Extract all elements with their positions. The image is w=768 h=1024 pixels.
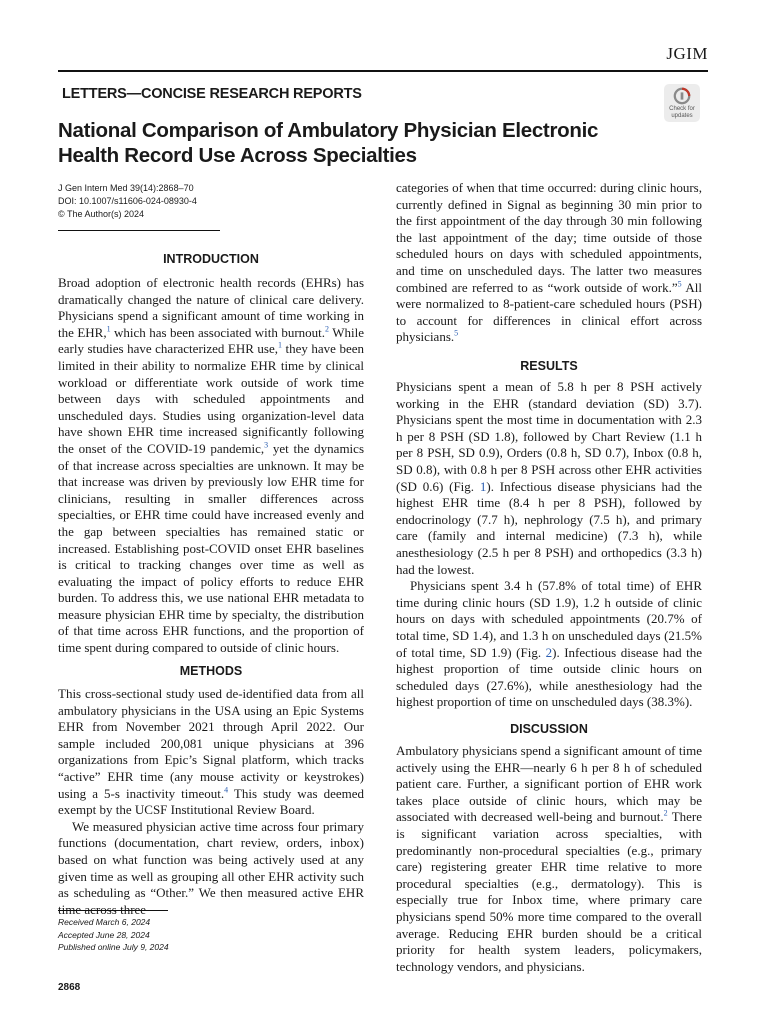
check-updates-icon xyxy=(673,87,691,105)
accepted-date: Accepted June 28, 2024 xyxy=(58,929,150,940)
header-rule xyxy=(58,70,708,72)
discussion-text xyxy=(396,743,702,975)
section-label: LETTERS—CONCISE RESEARCH REPORTS xyxy=(62,86,362,102)
reference-link[interactable]: 3 xyxy=(264,440,269,450)
reference-link[interactable]: 5 xyxy=(454,329,459,339)
results-paragraph-1: Physicians spent a mean of 5.8 h per 8 PSH actively working in the EHR (standard deviation (SD) 3.7). Physicians spent the most time in documentation with 2.3 h per 8 PSH (SD 1.8), followed by Chart Review (1.1 h per 8 PSH, SD 0.9), Orders (0.8 h, SD 0.7), Inbox (0.8 h, SD 0.8), with 0.8 h per 8 PSH across other EHR activities (SD 0.6) (Fig. 1). Infectious disease physicians had the highest EHR time (8.4 h per 8 PSH), followed by endocrinology (7.7 h), nephrology (7.5 h), and primary care (family and internal medicine) (7.3 h), while anesthesiology (2.5 h per 8 PSH) and orthopedics (3.3 h) had the lowest. xyxy=(396,379,702,577)
reference-link[interactable]: 2 xyxy=(663,809,668,819)
copyright: © The Author(s) 2024 xyxy=(58,209,145,219)
results-paragraph-2: Physicians spent 3.4 h (57.8% of total time) of EHR time during clinic hours (SD 1.9), 1.2 h outside of clinic hours on days with scheduled appointments (20.7% of total time, SD 1.4), and 1.3 h on unscheduled days (21.5% of total time, SD 1.9) (Fig. 2). Infectious disease had the highest proportion of time outside clinic hours on scheduled days (27.6%), while anesthesiology had the highest proportion of time on unscheduled days (38.3%). xyxy=(396,578,702,710)
results-text xyxy=(396,379,702,711)
introduction-heading: INTRODUCTION xyxy=(163,252,259,266)
article-title xyxy=(58,118,658,168)
reference-link[interactable]: 4 xyxy=(224,785,229,795)
badge-line-1: Check for xyxy=(669,106,695,112)
methods-text xyxy=(58,686,364,918)
methods-continued-text xyxy=(396,180,702,346)
figure-link[interactable]: 2 xyxy=(545,644,553,660)
discussion-paragraph: Ambulatory physicians spend a significant amount of time actively using the EHR—nearly 6 h per 8 h of scheduled patient care. Further, a significant portion of EHR work takes place outside of clinic hours, which may be associated with decreased well-being and burnout.$^2$ There is significant variation across specialties, with predominantly non-procedural specialties (e.g., primary care) registering greater EHR time relative to more procedural specialties (e.g., dermatology). This is especially true for Inbox time, where primary care physicians spend 50% more time compared to the overall average. Reducing EHR burden should be a critical priority for health system leaders, policymakers, technology vendors, and physicians. xyxy=(396,743,703,974)
footnote-rule xyxy=(58,910,168,911)
citation: J Gen Intern Med 39(14):2868–70 xyxy=(58,183,194,193)
published-date: Published online July 9, 2024 xyxy=(58,942,169,952)
reference-link[interactable]: 1 xyxy=(278,341,283,351)
doi[interactable]: DOI: 10.1007/s11606-024-08930-4 xyxy=(58,196,197,206)
article-dates xyxy=(58,916,169,954)
title-line-2: Health Record Use Across Specialties xyxy=(58,144,417,167)
page-number: 2868 xyxy=(58,982,81,993)
methods-paragraph-3: categories of when that time occurred: during clinic hours, currently defined in Signal as beginning 30 min prior to the first appointment of the day through 30 min following the last appointment of the day; time outside of those scheduled hours on days with scheduled appointments, and time on unscheduled days. The latter two measures combined are referred to as “work outside of work.”$^5$ All were normalized to 8-patient-care scheduled hours (PSH) to account for differences in clinical effort across physicians.$^5$ xyxy=(396,180,702,345)
check-for-updates-badge[interactable] xyxy=(664,84,700,122)
meta-rule xyxy=(58,230,220,231)
introduction-text xyxy=(58,275,364,657)
title-line-1: National Comparison of Ambulatory Physician Electronic xyxy=(58,119,599,142)
results-heading: RESULTS xyxy=(520,359,578,373)
journal-name: JGIM xyxy=(666,44,708,63)
discussion-heading: DISCUSSION xyxy=(510,722,588,736)
reference-link[interactable]: 1 xyxy=(106,324,111,334)
reference-link[interactable]: 2 xyxy=(325,324,330,334)
figure-link[interactable]: 1 xyxy=(479,478,487,494)
methods-paragraph-1: This cross-sectional study used de-identified data from all ambulatory physicians in the USA using an Epic Systems EHR from November 2021 through April 2022. Our sample included 200,081 unique physicians at 396 organizations from Epic’s Signal platform, which tracks “active” EHR time (any mouse activity or keystrokes) using a 5-s inactivity timeout.$^4$ This study was deemed exempt by the UCSF Institutional Review Board. xyxy=(58,686,364,818)
reference-link[interactable]: 5 xyxy=(677,279,682,289)
introduction-paragraph: Broad adoption of electronic health records (EHRs) has dramatically changed the nature of clinical care delivery. Physicians spend a significant amount of time working in the EHR,$^1$ which has been associated with burnout.$^2$ While early studies have characterized EHR use,$^1$ they have been limited in their ability to normalize EHR time by clinical workload or differentiate work outside of work time between days with scheduled appointments and unscheduled days. Studies using organization-level data have shown EHR time increased significantly following the onset of the COVID-19 pandemic,$^3$ yet the dynamics of that increase across specialties are unknown. It may be that increase was driven by previously low EHR time for clinicians, resulting in smaller differences across specialties, or EHR time could have increased evenly and the gap between specialties has remained static or increased. Establishing post-COVID onset EHR baselines is critical to tracking changes over time as well as evaluating the impact of policy efforts to reduce EHR burden. To address this, we use national EHR metadata to measure physician EHR time by specialty, the distribution of that time across EHR functions, and the proportion of time spent during compared to outside of clinic hours. xyxy=(58,275,365,656)
badge-label xyxy=(669,106,695,119)
article-meta xyxy=(58,182,197,221)
methods-paragraph-2: We measured physician active time across four primary functions (documentation, chart review, orders, inbox) based on what function was being actively used at any given time as well as grouping all other EHR activity such as scheduling as “Other.” We then measured active EHR time across three xyxy=(58,818,364,917)
badge-line-2: updates xyxy=(671,112,693,119)
methods-heading: METHODS xyxy=(179,664,243,678)
received-date: Received March 6, 2024 xyxy=(58,917,151,927)
